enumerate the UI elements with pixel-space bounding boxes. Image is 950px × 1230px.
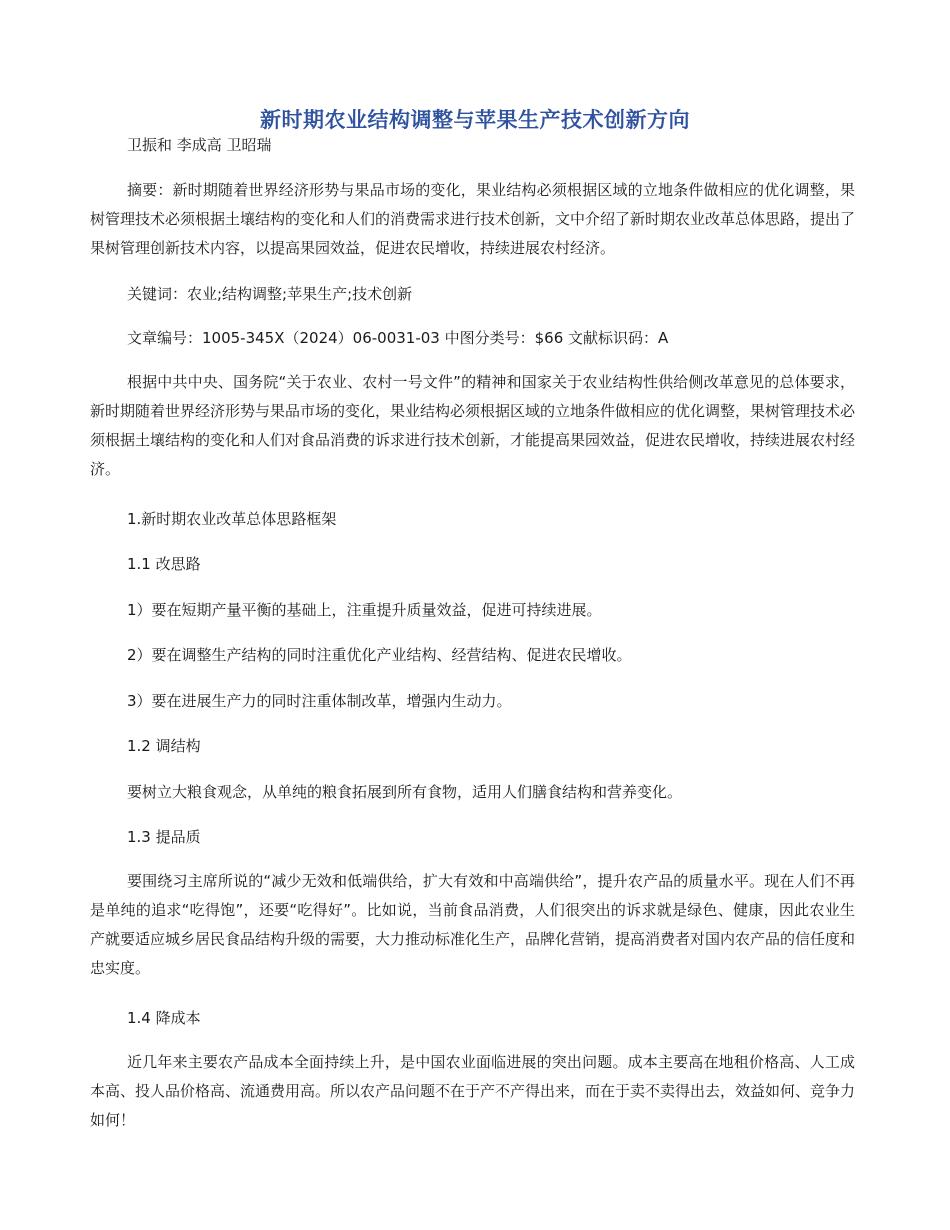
section-1-1-item-1: 1）要在短期产量平衡的基础上，注重提升质量效益，促进可持续进展。 <box>127 601 602 619</box>
section-1-heading: 1.新时期农业改革总体思路框架 <box>127 510 337 528</box>
keywords: 关键词：农业;结构调整;苹果生产;技术创新 <box>127 285 413 303</box>
section-1-4-text: 近几年来主要农产品成本全面持续上升，是中国农业面临进展的突出问题。成本主要高在地租价格高、人工成本高、投人品价格高、流通费用高。所以农产品问题不在于产不产得出来，而在于卖不卖得出去，效益如何、竞争力如何！ <box>90 1053 856 1129</box>
section-1-2-heading: 1.2 调结构 <box>127 737 201 755</box>
article-info: 文章编号：1005-345X（2024）06-0031-03 中图分类号：$66 文献标识码：A <box>127 329 669 347</box>
section-1-1-item-2: 2）要在调整生产结构的同时注重优化产业结构、经营结构、促进农民增收。 <box>127 646 632 664</box>
section-1-1-item-3: 3）要在进展生产力的同时注重体制改革，增强内生动力。 <box>127 692 512 710</box>
authors: 卫振和 李成高 卫昭瑞 <box>127 136 272 154</box>
section-1-1-heading: 1.1 改思路 <box>127 555 201 573</box>
abstract: 摘要：新时期随着世界经济形势与果品市场的变化，果业结构必须根据区域的立地条件做相应的优化调整，果树管理技术必须根据土壤结构的变化和人们的消费需求进行技术创新，文中介绍了新时期农业改革总体思路，提出了果树管理创新技术内容，以提高果园效益，促进农民增收，持续进展农村经济。 <box>90 181 856 257</box>
document-title: 新时期农业结构调整与苹果生产技术创新方向 <box>260 108 690 132</box>
section-1-3-text: 要围绕习主席所说的“减少无效和低端供给，扩大有效和中高端供给”，提升农产品的质量水平。现在人们不再是单纯的追求“吃得饱”，还要“吃得好”。比如说，当前食品消费，人们很突出的诉求就是绿色、健康，因此农业生产就要适应城乡居民食品结构升级的需要，大力推动标准化生产，品牌化营销，提高消费者对国内农产品的信任度和忠实度。 <box>90 872 856 977</box>
section-1-3-heading: 1.3 提品质 <box>127 828 201 846</box>
section-1-2-text: 要树立大粮食观念，从单纯的粮食拓展到所有食物，适用人们膳食结构和营养变化。 <box>127 783 683 801</box>
section-1-4-heading: 1.4 降成本 <box>127 1009 201 1027</box>
intro-paragraph: 根据中共中央、国务院“关于农业、农村一号文件”的精神和国家关于农业结构性供给侧改革意见的总体要求，新时期随着世界经济形势与果品市场的变化，果业结构必须根据区域的立地条件做相应的优化调整，果树管理技术必须根据土壤结构的变化和人们对食品消费的诉求进行技术创新，才能提高果园效益，促进农民增收，持续进展农村经济。 <box>90 373 856 478</box>
